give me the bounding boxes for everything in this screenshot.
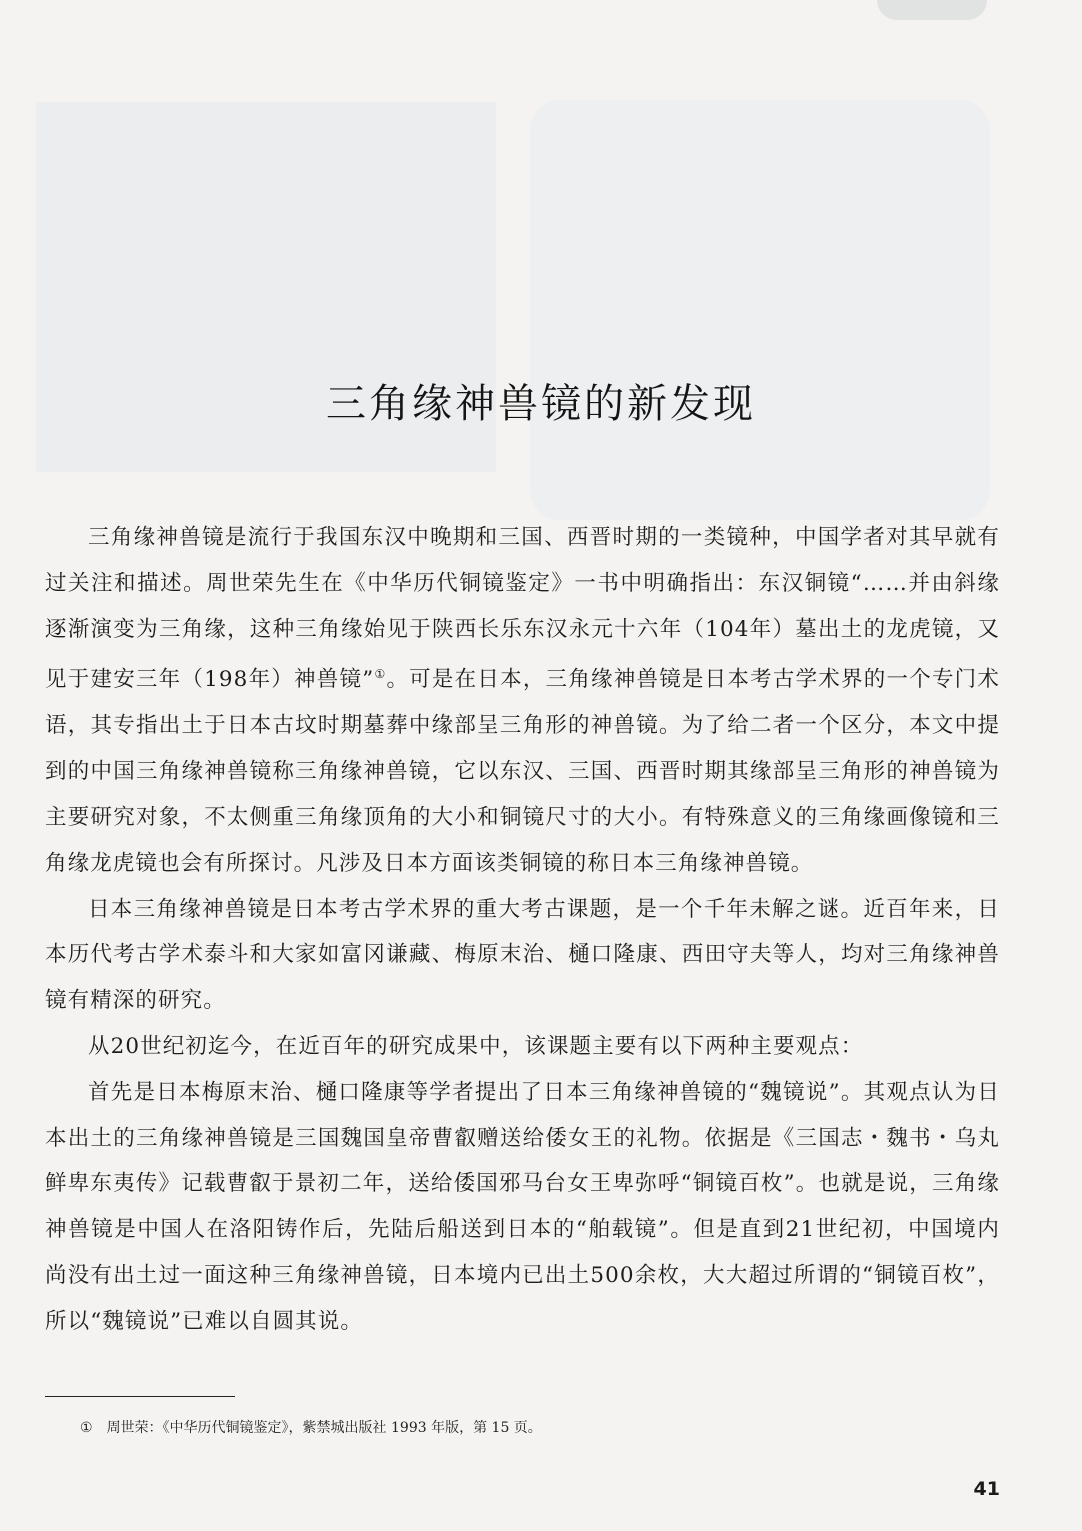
paragraph-3: 从20世纪初迄今，在近百年的研究成果中，该课题主要有以下两种主要观点： (88, 1033, 864, 1059)
footnote-mark: ① (80, 1420, 93, 1436)
paragraph-1-post: 。可是在日本，三角缘神兽镜是日本考古学术界的一个专门术语，其专指出土于日本古坟时期墓葬中缘部呈三角形的神兽镜。为了给二者一个区分，本文中提到的中国三角缘神兽镜称三角缘神兽镜，它以东汉、三国、西晋时期其缘部呈三角形的神兽镜为主要研究对象，不太侧重三角缘顶角的大小和铜镜尺寸的大小。有特殊意义的三角缘画像镜和三角缘龙虎镜也会有所探讨。凡涉及日本方面该类铜镜的称日本三角缘神兽镜。 (45, 667, 1000, 876)
show-through-area-right (530, 100, 990, 520)
paragraph-1 (45, 515, 1000, 887)
paragraph-4: 首先是日本梅原末治、樋口隆康等学者提出了日本三角缘神兽镜的“魏镜说”。其观点认为日本出土的三角缘神兽镜是三国魏国皇帝曹叡赠送给倭女王的礼物。依据是《三国志・魏书・乌丸鲜卑东夷传》记载曹叡于景初二年，送给倭国邪马台女王卑弥呼“铜镜百枚”。也就是说，三角缘神兽镜是中国人在洛阳铸作后，先陆后船送到日本的“舶载镜”。但是直到21世纪初，中国境内尚没有出土过一面这种三角缘神兽镜，日本境内已出土500余枚，大大超过所谓的“铜镜百枚”，所以“魏镜说”已难以自圆其说。 (45, 1079, 1000, 1334)
footnote-divider (45, 1396, 235, 1397)
article-body (45, 515, 1000, 1345)
paragraph-1-pre: 三角缘神兽镜是流行于我国东汉中晚期和三国、西晋时期的一类镜种，中国学者对其早就有过关注和描述。周世荣先生在《中华历代铜镜鉴定》一书中明确指出：东汉铜镜“……并由斜缘逐渐演变为三角缘，这种三角缘始见于陕西长乐东汉永元十六年（104年）墓出土的龙虎镜，又见于建安三年（198年）神兽镜” (45, 525, 1000, 693)
corner-mark (877, 0, 987, 20)
paragraph-2: 日本三角缘神兽镜是日本考古学术界的重大考古课题，是一个千年未解之谜。近百年来，日本历代考古学术泰斗和大家如富冈谦藏、梅原末治、樋口隆康、西田守夫等人，均对三角缘神兽镜有精深的研究。 (45, 896, 1000, 1014)
footnote (80, 1417, 542, 1437)
article-title: 三角缘神兽镜的新发现 (326, 381, 756, 427)
page-number: 41 (973, 1478, 1000, 1500)
footnote-reference[interactable]: ① (374, 667, 387, 682)
footnote-text: 周世荣：《中华历代铜镜鉴定》，紫禁城出版社 1993 年版，第 15 页。 (106, 1420, 542, 1436)
